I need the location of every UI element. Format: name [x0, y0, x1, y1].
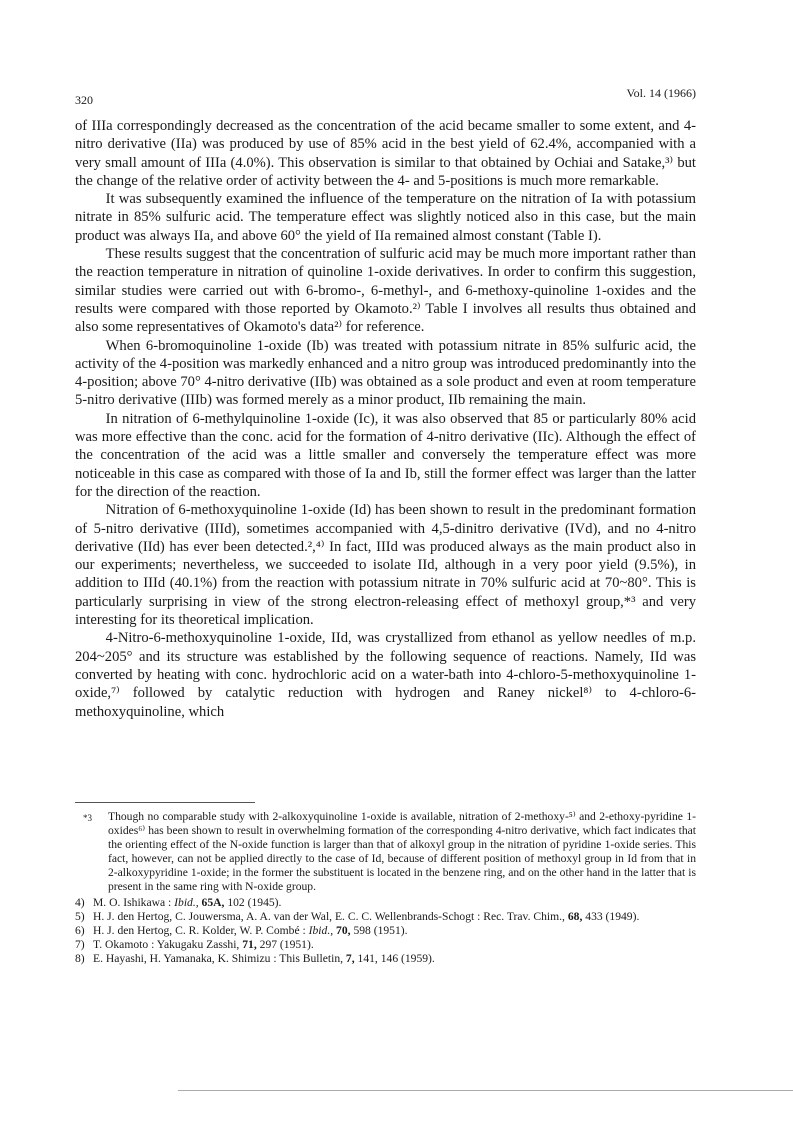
paragraph: In nitration of 6-methylquinoline 1-oxide (Ic), it was also observed that 85 or particularly 80% acid was more effective than the conc. acid for the formation of 4-nitro derivative (IIc). Although the effect of the concentration of the acid was a little smaller and conversely the temperature effect was more noticeable in this case as compared with those of Ia and Ib, still the former effect was larger than the latter for the direction of the reaction. [75, 410, 696, 500]
reference-pages: 102 (1945). [227, 895, 282, 909]
reference-journal: Rec. Trav. Chim., [483, 909, 565, 923]
paragraph: Nitration of 6-methoxyquinoline 1-oxide (Id) has been shown to result in the predominant formation of 5-nitro derivative (IIId), sometimes accompanied with 4,5-dinitro derivative (IVd), and no 4-nitro derivative (IId) has ever been detected.²,⁴⁾ In fact, IIId was produced always as the main product also in our experiments; nevertheless, we succeeded to isolate IId, although in a very poor yield (9.5%), in addition to IIId (40.1%) from the reaction with potassium nitrate in 70% sulfuric acid at 70~80°. This is particularly surprising in view of the strong electron-releasing effect of methoxyl group,*³ and very interesting for its theoretical implication. [75, 502, 696, 629]
reference-journal: Ibid., [174, 895, 199, 909]
reference-volume: 65A, [201, 895, 225, 909]
page-number: 320 [75, 93, 93, 107]
reference-authors: M. O. Ishikawa : [93, 895, 172, 909]
reference-volume: 7, [345, 951, 355, 965]
footnote-divider [75, 802, 255, 803]
reference-volume: 70, [336, 923, 351, 937]
reference-pages: 598 (1951). [353, 923, 408, 937]
reference-item [75, 896, 696, 910]
paragraph: These results suggest that the concentration of sulfuric acid may be much more important rather than the reaction temperature in nitration of quinoline 1-oxide derivatives. In order to confirm this suggestion, similar studies were carried out with 6-bromo-, 6-methyl-, and 6-methoxy-quinoline 1-oxides and the results were compared with those reported by Okamoto.²⁾ Table I involves all results thus obtained and also some representatives of Okamoto's data²⁾ for reference. [75, 246, 696, 336]
reference-volume: 71, [242, 937, 257, 951]
footnote-text: Though no comparable study with 2-alkoxyquinoline 1-oxide is available, nitration of 2-methoxy-⁵⁾ and 2-ethoxy-pyridine 1-oxides⁶⁾ has been shown to result in overwhelming formation of the corresponding 4-nitro derivative, which fact indicates that the orienting effect of the N-oxide function is larger than that of alkoxyl group in the nitration of pyridine 1-oxide series. This fact, however, can not be applied directly to the case of Id, because of different position of methoxyl group in Id from that in 2-alkoxypyridine 1-oxide; in the former the substituent is located in the benzene ring, and on the other hand in the latter that is present in the same ring with N-oxide group. [108, 810, 696, 894]
reference-number: 6) [75, 923, 85, 937]
reference-item [75, 924, 696, 938]
reference-authors: T. Okamoto : [93, 937, 155, 951]
paragraph: It was subsequently examined the influence of the temperature on the nitration of Ia with potassium nitrate in 85% sulfuric acid. The temperature effect was slightly noticed also in this case, but the main product was always IIa, and above 60° the yield of IIa remained almost constant (Table I). [75, 191, 696, 244]
paragraph: 4-Nitro-6-methoxyquinoline 1-oxide, IId, was crystallized from ethanol as yellow needles of m.p. 204~205° and its structure was established by the following sequence of reactions. Namely, IId was converted by heating with conc. hydrochloric acid on a water-bath into 4-chloro-5-methoxyquinoline 1-oxide,⁷⁾ followed by catalytic reduction with hydrogen and Raney nickel⁸⁾ to 4-chloro-6-methoxyquinoline, which [75, 630, 696, 720]
reference-list [75, 896, 696, 966]
reference-journal: Yakugaku Zasshi, [156, 937, 240, 951]
reference-pages: 433 (1949). [585, 909, 640, 923]
reference-authors: E. Hayashi, H. Yamanaka, K. Shimizu : [93, 951, 277, 965]
reference-pages: 141, 146 (1959). [357, 951, 435, 965]
reference-item [75, 910, 696, 924]
reference-journal: Ibid., [308, 923, 334, 937]
reference-volume: 68, [567, 909, 583, 923]
reference-item [75, 938, 696, 952]
reference-journal: This Bulletin, [279, 951, 344, 965]
reference-authors: H. J. den Hertog, C. R. Kolder, W. P. Combé : [93, 923, 306, 937]
bottom-rule [178, 1090, 793, 1091]
footnote-mark: *3 [83, 813, 92, 823]
notes-section [75, 810, 696, 966]
footnote [75, 810, 696, 895]
main-text [75, 117, 696, 721]
reference-number: 4) [75, 895, 85, 909]
reference-number: 5) [75, 909, 85, 923]
reference-authors: H. J. den Hertog, C. Jouwersma, A. A. van der Wal, E. C. C. Wellenbrands-Schogt : [93, 909, 481, 923]
paragraph: When 6-bromoquinoline 1-oxide (Ib) was treated with potassium nitrate in 85% sulfuric acid, the activity of the 4-position was markedly enhanced and a nitro group was introduced predominantly into the 4-position; above 70° 4-nitro derivative (IIb) was obtained as a sole product and even at room temperature 5-nitro derivative (IIIb) was formed merely as a minor product, IIb remaining the main. [75, 337, 697, 409]
paragraph: of IIIa correspondingly decreased as the concentration of the acid became smaller to some extent, and 4-nitro derivative (IIa) was produced by use of 85% acid in the best yield of 62.4%, accompanied with a very small amount of IIIa (4.0%). This observation is similar to that obtained by Ochiai and Satake,³⁾ but the change of the relative order of activity between the 4- and 5-positions is much more remarkable. [75, 118, 696, 189]
reference-number: 7) [75, 937, 85, 951]
journal-volume: Vol. 14 (1966) [626, 86, 696, 100]
reference-pages: 297 (1951). [259, 937, 314, 951]
reference-item [75, 952, 696, 966]
reference-number: 8) [75, 951, 85, 965]
